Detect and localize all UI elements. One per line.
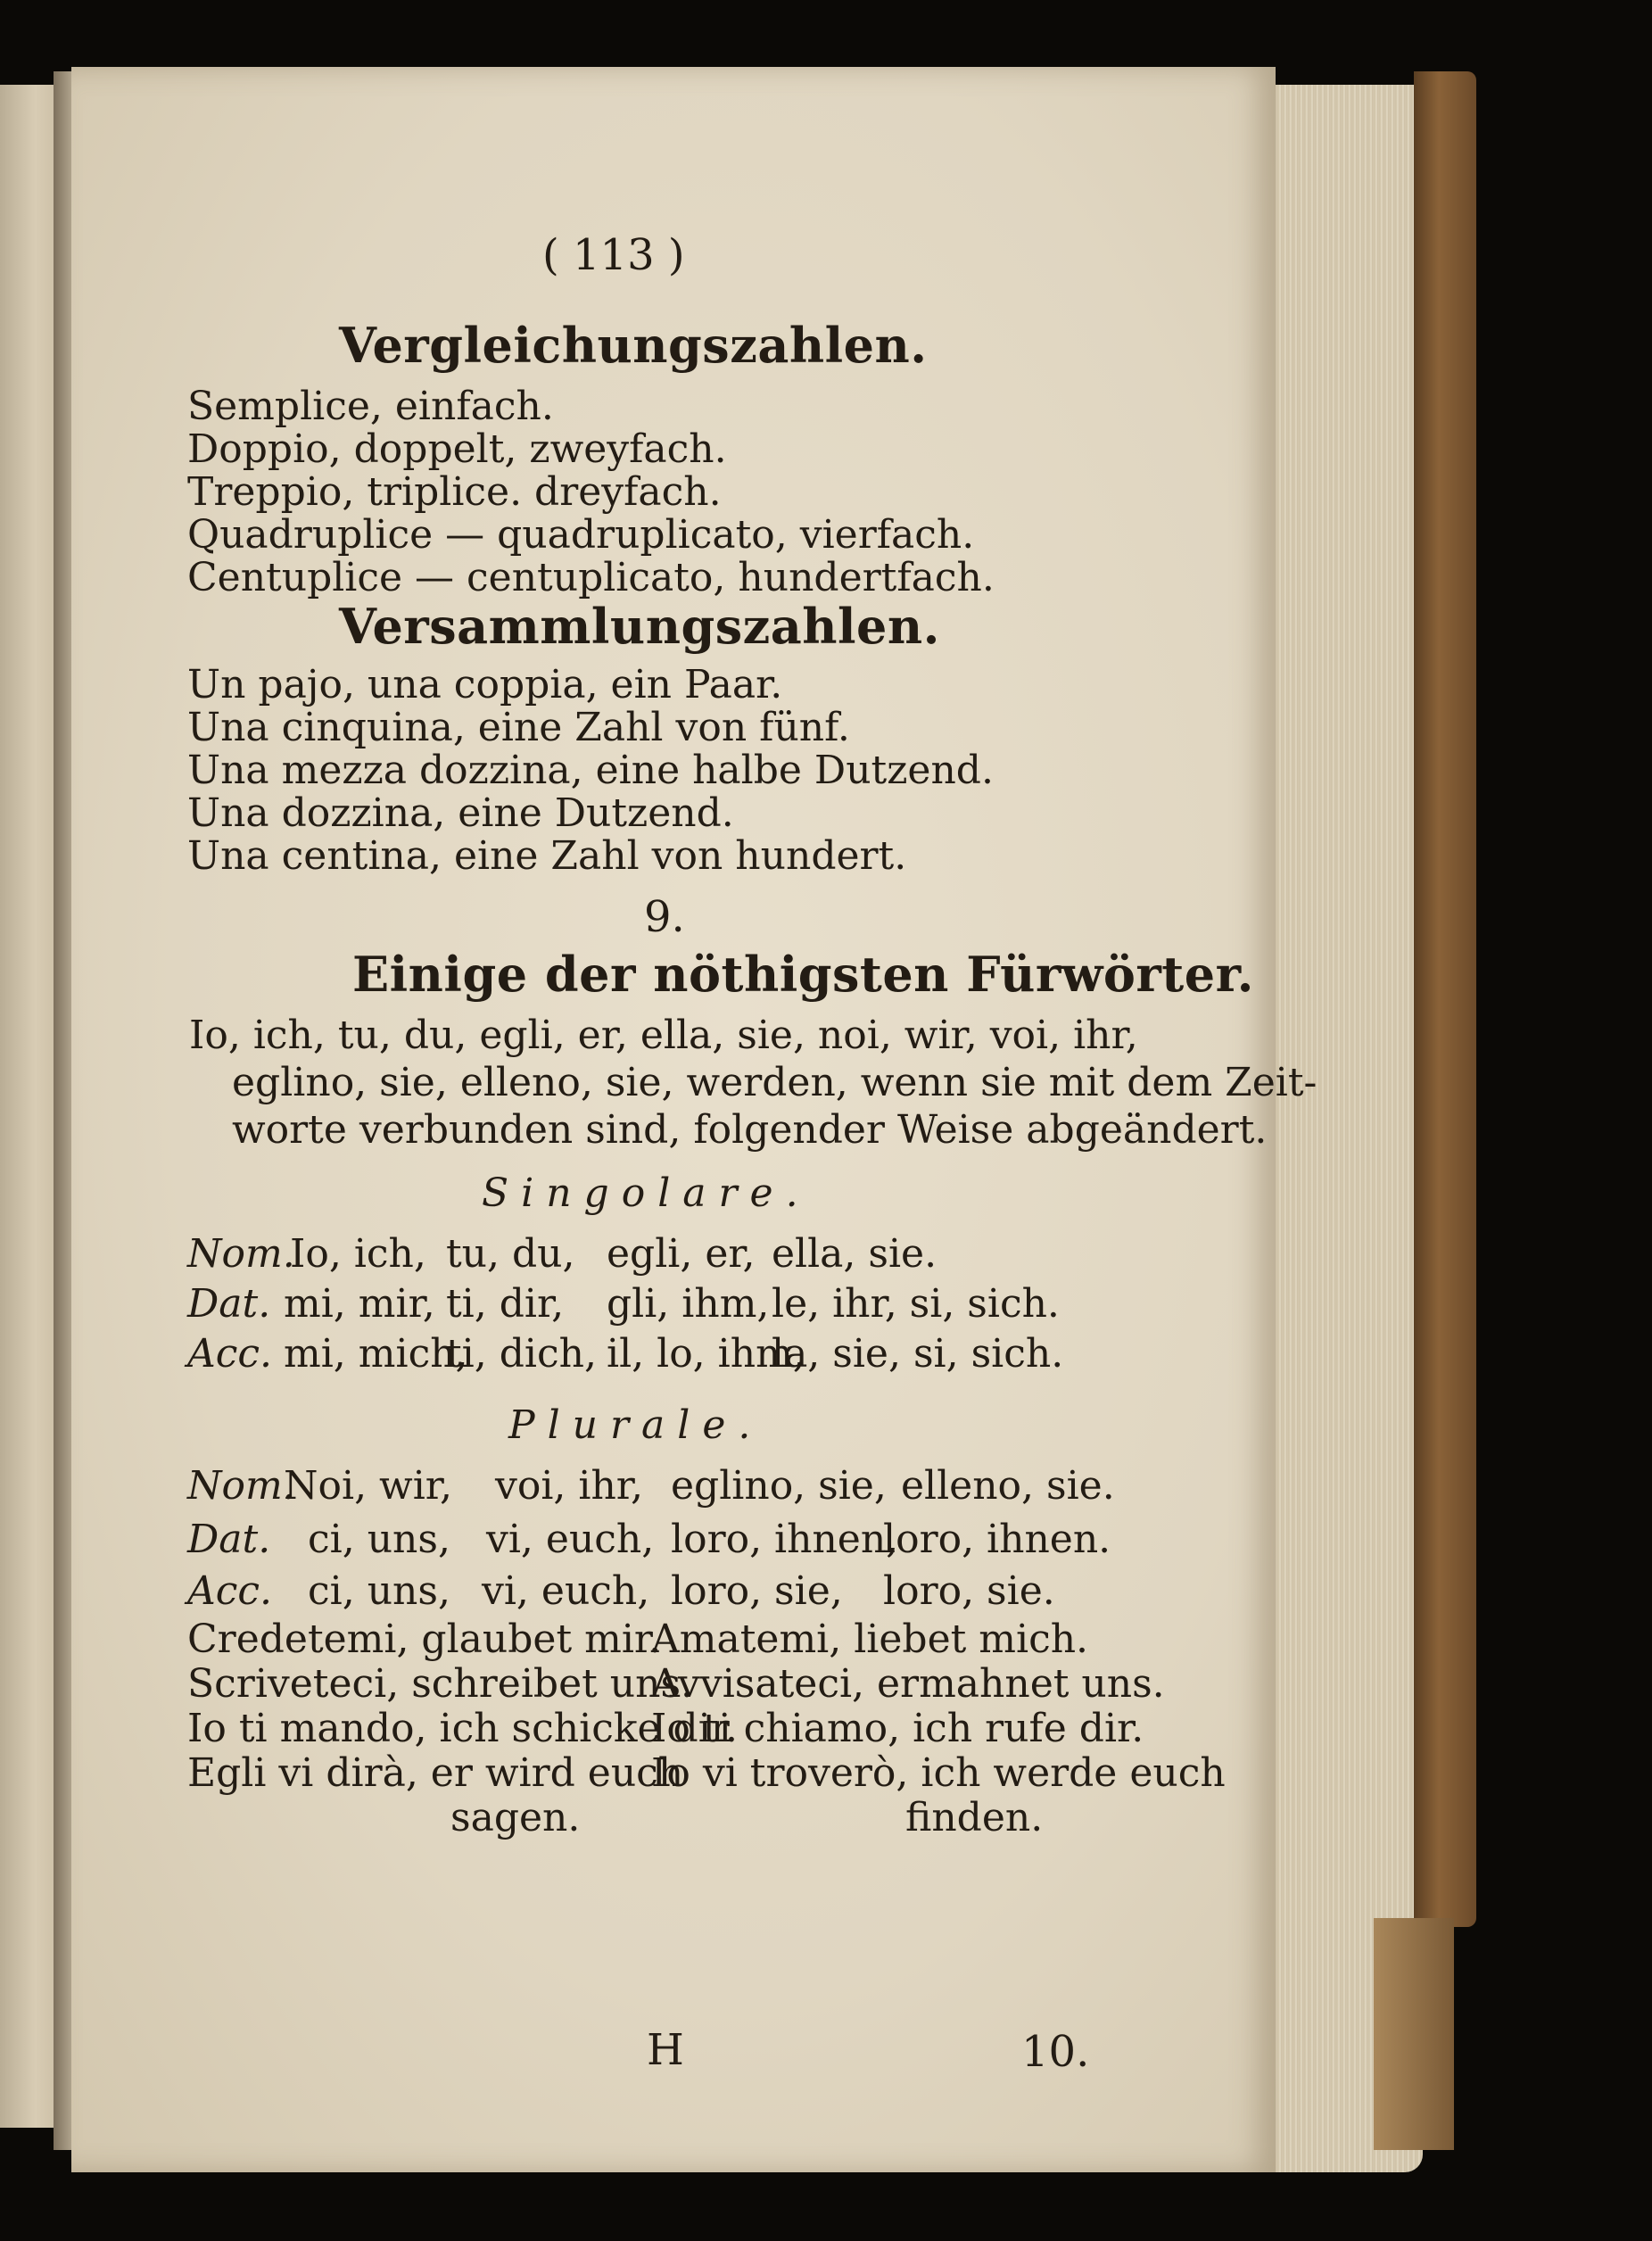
table-cell: Io, ich, — [290, 1231, 426, 1277]
singular-title: Singolare. — [482, 1170, 811, 1216]
table-cell: mi, mich, — [284, 1331, 468, 1377]
catchword: 10. — [1021, 2027, 1090, 2077]
example-right: Amatemi, liebet mich. — [651, 1617, 1089, 1662]
table-cell: ci, uns, — [308, 1568, 450, 1614]
example-right: finden. — [905, 1795, 1044, 1840]
case-label: Acc. — [187, 1568, 273, 1614]
text-line: Semplice, einfach. — [187, 384, 554, 429]
page-block-edges — [1271, 85, 1423, 2172]
table-cell: voi, ihr, — [495, 1463, 643, 1509]
intro-line: Io, ich, tu, du, egli, er, ella, sie, noi, wir, voi, ihr, — [189, 1013, 1138, 1058]
text-line: Treppio, triplice. dreyfach. — [187, 469, 722, 515]
example-right: Io vi troverò, ich werde euch — [651, 1750, 1226, 1796]
case-label: Dat. — [187, 1281, 271, 1327]
book-cover-edge — [1414, 71, 1476, 1927]
table-cell: ci, uns, — [308, 1517, 450, 1562]
table-cell: loro, sie, — [671, 1568, 843, 1614]
text-line: Una mezza dozzina, eine halbe Dutzend. — [187, 748, 994, 793]
table-cell: gli, ihm, — [607, 1281, 770, 1327]
text-line: Quadruplice — quadruplicato, vierfach. — [187, 512, 975, 558]
table-cell: ti, dich, — [446, 1331, 597, 1377]
table-cell: ella, sie. — [772, 1231, 938, 1277]
book-cover-corner — [1374, 1918, 1454, 2150]
table-cell: Noi, wir, — [284, 1463, 452, 1509]
text-line: Una dozzina, eine Dutzend. — [187, 790, 734, 836]
table-cell: egli, er, — [607, 1231, 756, 1277]
table-cell: il, lo, ihm, — [607, 1331, 805, 1377]
table-cell: la, sie, si, sich. — [772, 1331, 1064, 1377]
table-cell: ti, dir, — [446, 1281, 565, 1327]
table-cell: tu, du, — [446, 1231, 575, 1277]
example-left: Egli vi dirà, er wird euch — [187, 1750, 684, 1796]
text-line: Doppio, doppelt, zweyfach. — [187, 426, 727, 472]
table-cell: eglino, sie, — [671, 1463, 887, 1509]
text-line: Una cinquina, eine Zahl von fünf. — [187, 705, 850, 750]
signature-mark: H — [647, 2025, 684, 2075]
section-number: 9. — [644, 892, 685, 942]
example-left: Io ti mando, ich schicke dir. — [187, 1706, 738, 1751]
example-right: Avvisateci, ermahnet uns. — [651, 1661, 1165, 1707]
text-line: Centuplice — centuplicato, hundertfach. — [187, 555, 995, 600]
table-cell: loro, ihnen, — [671, 1517, 899, 1562]
case-label: Acc. — [187, 1331, 273, 1377]
text-line: Un pajo, una coppia, ein Paar. — [187, 662, 783, 707]
table-cell: mi, mir, — [284, 1281, 435, 1327]
example-right: Io ti chiamo, ich rufe dir. — [651, 1706, 1144, 1751]
example-left: Credetemi, glaubet mir. — [187, 1617, 662, 1662]
section-heading-collective: Versammlungszahlen. — [339, 598, 940, 655]
case-label: Nom. — [187, 1463, 295, 1509]
table-cell: elleno, sie. — [901, 1463, 1115, 1509]
table-cell: vi, euch, — [482, 1568, 650, 1614]
plural-title: Plurale. — [508, 1402, 764, 1448]
example-left: sagen. — [450, 1795, 581, 1840]
page-number: ( 113 ) — [542, 230, 685, 280]
table-cell: loro, sie. — [883, 1568, 1055, 1614]
section-heading-pronouns: Einige der nöthigsten Fürwörter. — [352, 946, 1254, 1003]
intro-line: eglino, sie, elleno, sie, werden, wenn sie mit dem Zeit- — [232, 1060, 1317, 1105]
intro-line: worte verbunden sind, folgender Weise abgeändert. — [232, 1107, 1268, 1153]
section-heading-multiplicative: Vergleichungszahlen. — [339, 317, 928, 374]
table-cell: loro, ihnen. — [883, 1517, 1111, 1562]
table-cell: le, ihr, si, sich. — [772, 1281, 1060, 1327]
case-label: Nom. — [187, 1231, 295, 1277]
case-label: Dat. — [187, 1517, 271, 1562]
text-line: Una centina, eine Zahl von hundert. — [187, 833, 907, 879]
table-cell: vi, euch, — [486, 1517, 655, 1562]
example-left: Scriveteci, schreibet uns. — [187, 1661, 694, 1707]
